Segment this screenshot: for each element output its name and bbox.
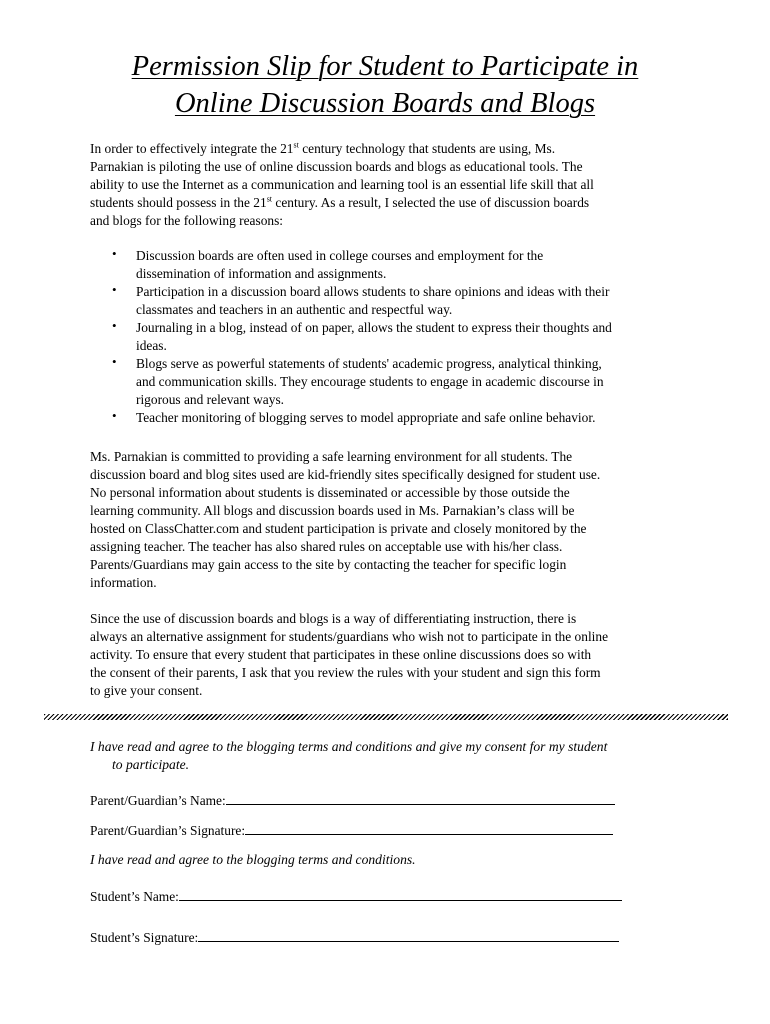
safety-paragraph: Ms. Parnakian is committed to providing a safe learning environment for all students. The discussion board and blog sites used are kid-friendly sites specifically designed for student use. No personal information about students is disseminated or accessible by those outside the learning community. All blogs and discussion boards used in Ms. Parnakian’s class will be hosted on ClassChatter.com and student participation is private and closely monitored by the assigning teacher. The teacher has also shared rules on acceptable use with his/her class. Parents/Guardians may gain access to the site by contacting the teacher for specific login information. [90,449,601,590]
student-signature-field[interactable] [90,929,619,947]
intro-line: In order to effectively integrate the 21st century technology that students are using, Ms. [90,140,556,156]
list-item: • Teacher monitoring of blogging serves to model appropriate and safe online behavior. [90,409,690,427]
cut-line-divider [44,714,728,720]
student-signature-label: Student’s Signature: [90,930,199,945]
parent-name-line[interactable] [226,792,615,805]
intro-line: and blogs for the following reasons: [90,213,284,228]
list-item: • Participation in a discussion board allows students to share opinions and ideas with their classmates and teachers in an authentic and respectful way. [90,283,690,319]
parent-consent-statement: I have read and agree to the blogging terms and conditions and give my consent for my student to participate. [90,739,608,772]
parent-name-label: Parent/Guardian’s Name: [90,793,226,808]
list-item: • Discussion boards are often used in college courses and employment for the dissemination of information and assignments. [90,247,690,283]
page-title [0,48,770,122]
title-line-1: Permission Slip for Student to Participate in [131,51,639,82]
list-item: • Blogs serve as powerful statements of students' academic progress, analytical thinking, and communication skills. They encourage students to engage in academic discourse in rigorous and relevant ways. [90,355,690,409]
intro-line: students should possess in the 21st century. As a result, I selected the use of discussion boards [90,194,590,210]
reasons-list [90,247,690,427]
student-signature-line[interactable] [198,929,619,942]
title-line-2: Online Discussion Boards and Blogs [174,88,596,119]
list-item: • Journaling in a blog, instead of on paper, allows the student to express their thoughts and ideas. [90,319,690,355]
student-name-label: Student’s Name: [90,889,179,904]
parent-signature-label: Parent/Guardian’s Signature: [90,823,246,838]
student-consent-statement: I have read and agree to the blogging terms and conditions. [90,852,416,867]
intro-line: ability to use the Internet as a communication and learning tool is an essential life skill that all [90,177,594,192]
parent-signature-field[interactable] [90,822,613,840]
parent-signature-line[interactable] [245,822,613,835]
intro-line: Parnakian is piloting the use of online discussion boards and blogs as educational tools. The [90,159,583,174]
parent-name-field[interactable] [90,792,615,810]
intro-paragraph [90,140,690,230]
student-name-line[interactable] [179,888,622,901]
alternative-paragraph: Since the use of discussion boards and blogs is a way of differentiating instruction, there is always an alternative assignment for students/guardians who wish not to participate in the online activity. To ensure that every student that participates in these online discussions does so with the consent of their parents, I ask that you review the rules with your student and sign this form to give your consent. [90,611,609,698]
student-name-field[interactable] [90,888,622,906]
